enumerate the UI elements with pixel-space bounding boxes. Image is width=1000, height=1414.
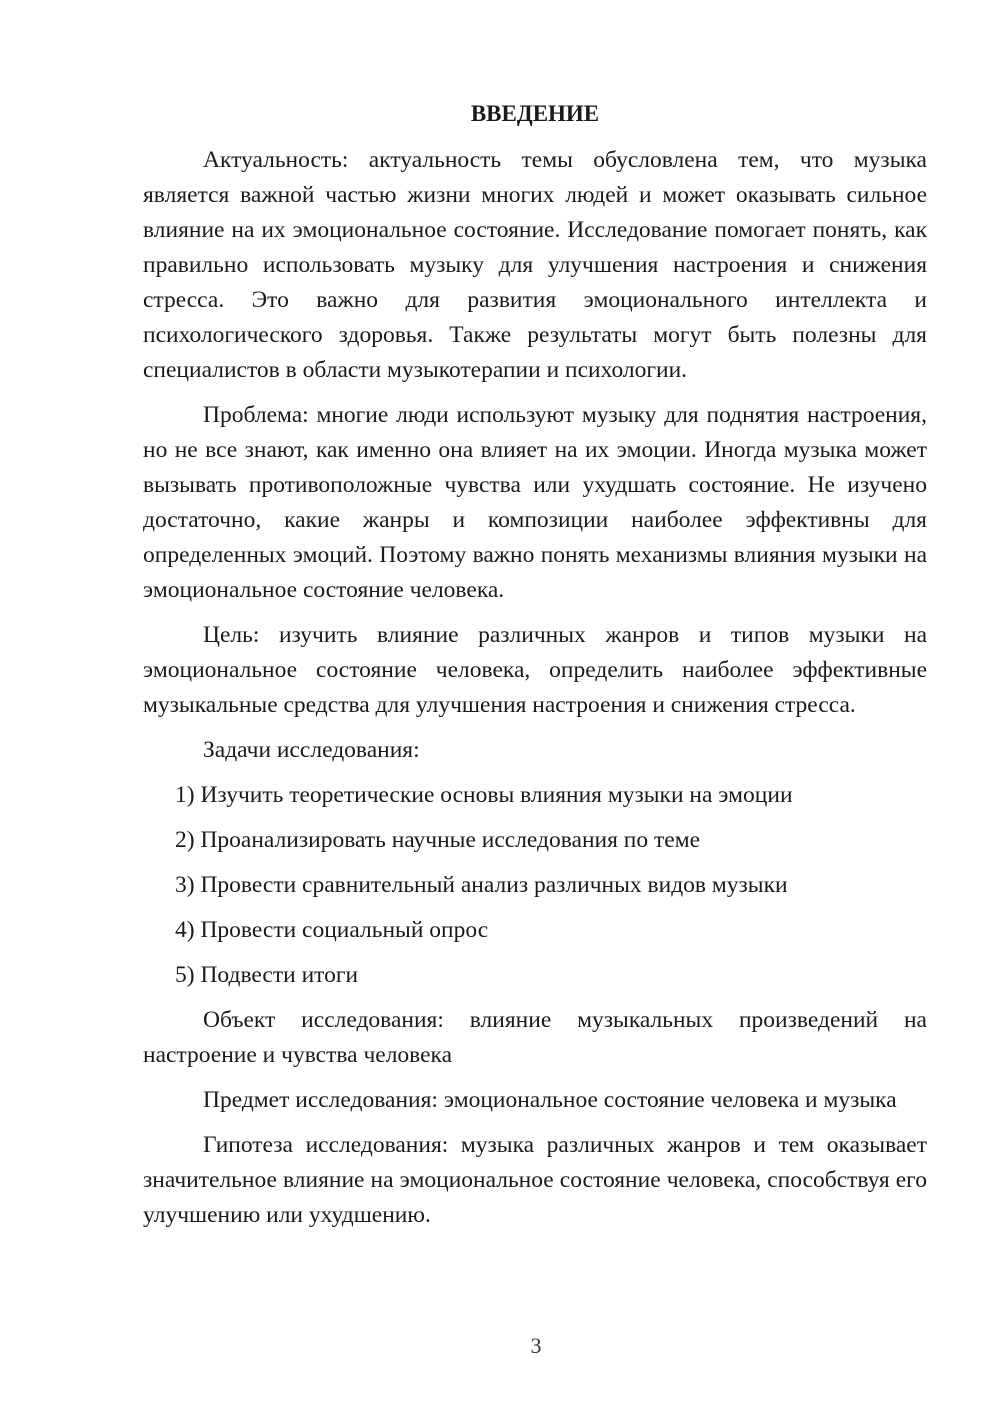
page-number: 3 (530, 1333, 542, 1358)
list-item: 4) Провести социальный опрос (175, 917, 489, 943)
paragraph-goal: Цель: изучить влияние различных жанров и типов музыки на эмоциональное состояние человека, определить наиболее эффективные музыкальные средства для улучшения настроения и снижения стресса. (143, 622, 927, 718)
tasks-heading: Задачи исследования: (203, 737, 420, 763)
paragraph-subject: Предмет исследования: эмоциональное состояние человека и музыка (203, 1087, 897, 1113)
list-item: 3) Провести сравнительный анализ различных видов музыки (175, 872, 788, 898)
page-content (143, 96, 927, 1243)
paragraph-relevance: Актуальность: актуальность темы обусловлена тем, что музыка является важной частью жизни многих людей и может оказывать сильное влияние на их эмоциональное состояние. Исследование помогает понять, как правильно использовать музыку для улучшения настроения и снижения стресса. Это важно для развития эмоционального интеллекта и психологического здоровья. Также результаты могут быть полезны для специалистов в области музыкотерапии и психологии. (143, 147, 927, 383)
list-item: 2) Проанализировать научные исследования по теме (175, 827, 700, 853)
paragraph-hypothesis: Гипотеза исследования: музыка различных жанров и тем оказывает значительное влияние на эмоциональное состояние человека, способствуя его улучшению или ухудшению. (143, 1132, 927, 1228)
section-title: ВВЕДЕНИЕ (470, 101, 600, 126)
list-item: 5) Подвести итоги (175, 962, 359, 988)
list-item: 1) Изучить теоретические основы влияния музыки на эмоции (175, 782, 793, 808)
paragraph-object: Объект исследования: влияние музыкальных произведений на настроение и чувства человека (143, 1007, 927, 1068)
paragraph-problem: Проблема: многие люди используют музыку для поднятия настроения, но не все знают, как именно она влияет на их эмоции. Иногда музыка может вызывать противоположные чувства или ухудшать состояние. Не изучено достаточно, какие жанры и композиции наиболее эффективны для определенных эмоций. Поэтому важно понять механизмы влияния музыки на эмоциональное состояние человека. (143, 402, 927, 603)
tasks-list (143, 778, 927, 993)
